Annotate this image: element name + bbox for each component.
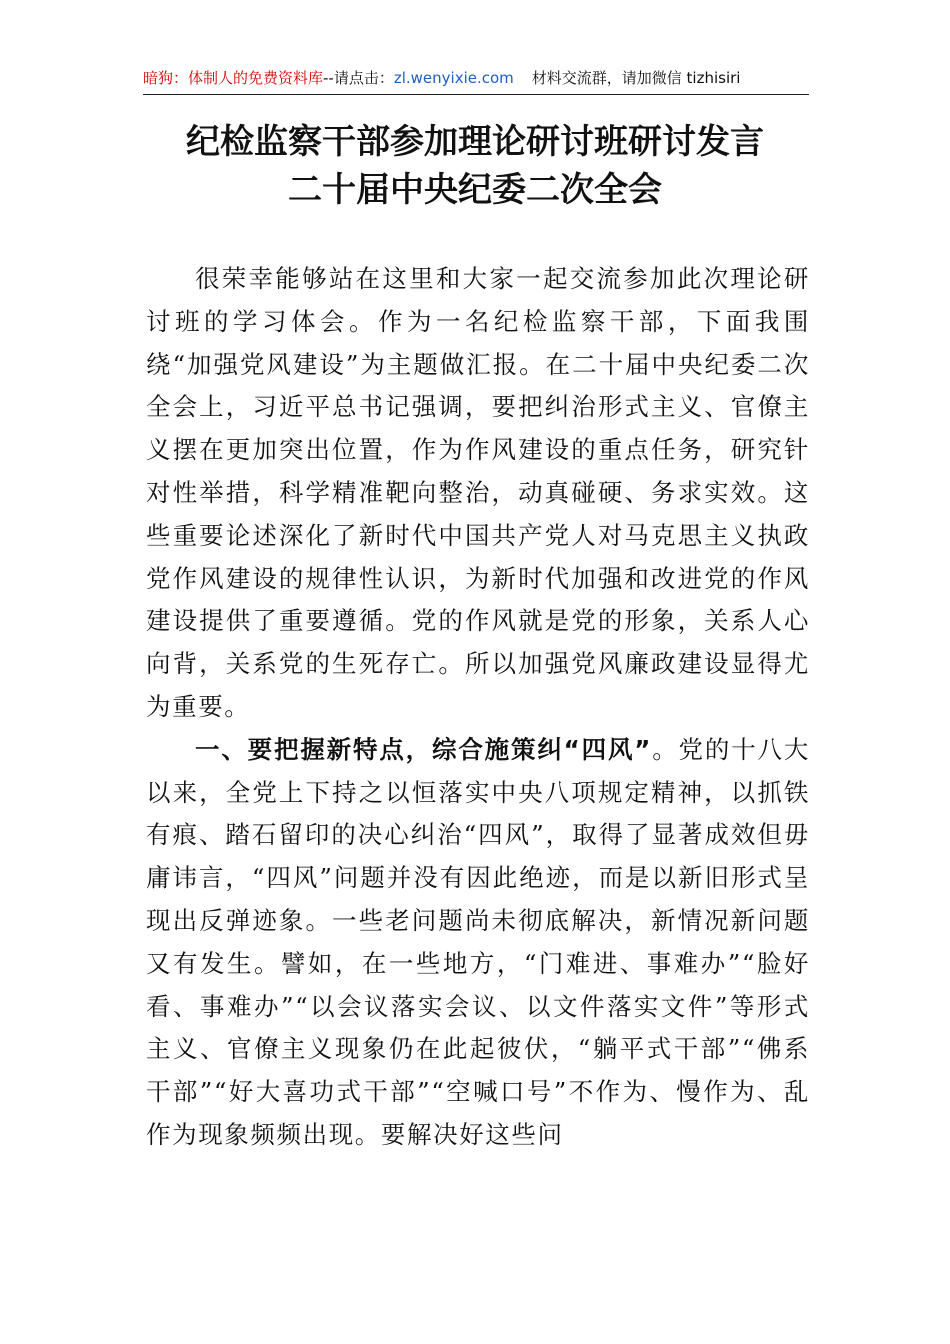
header-link[interactable]: zl.wenyixie.com xyxy=(393,69,514,87)
header-brand: 暗狗：体制人的免费资料库 xyxy=(143,69,324,87)
header-banner xyxy=(143,62,809,95)
paragraph-text: 很荣幸能够站在这里和大家一起交流参加此次理论研讨班的学习体会。作为一名纪检监察干部，下面我围绕“加强党风建设”为主题做汇报。在二十届中央纪委二次全会上，习近平总书记强调，要把纠治形式主义、官僚主义摆在更加突出位置，作为作风建设的重点任务，研究针对性举措，科学精准靶向整治，动真碰硬、务求实效。这些重要论述深化了新时代中国共产党人对马克思主义执政党作风建设的规律性认识，为新时代加强和改进党的作风建设提供了重要遵循。党的作风就是党的形象，关系人心向背，关系党的生死存亡。所以加强党风廉政建设显得尤为重要。 xyxy=(146,264,810,721)
document-title xyxy=(100,118,850,214)
paragraph-text: 。党的十八大以来，全党上下持之以恒落实中央八项规定精神，以抓铁有痕、踏石留印的决心纠治“四风”，取得了显著成效但毋庸讳言，“四风”问题并没有因此绝迹，而是以新旧形式呈现出反弹迹象。一些老问题尚未彻底解决，新情况新问题又有发生。譬如，在一些地方，“门难进、事难办”“脸好看、事难办”“以会议落实会议、以文件落实文件”等形式主义、官僚主义现象仍在此起彼伏，“躺平式干部”“佛系干部”“好大喜功式干部”“空喊口号”不作为、慢作为、乱作为现象频频出现。要解决好这些问 xyxy=(146,734,810,1149)
paragraph-section-1 xyxy=(146,729,810,1157)
title-line-1: 纪检监察干部参加理论研讨班研讨发言 xyxy=(186,122,764,162)
header-wechat-note: 材料交流群，请加微信 tizhisiri xyxy=(531,69,741,87)
header-separator: --请点击： xyxy=(323,69,394,87)
paragraph-intro xyxy=(146,258,810,729)
title-line-2: 二十届中央纪委二次全会 xyxy=(288,170,662,210)
section-1-heading: 一、要把握新特点，综合施策纠“四风” xyxy=(195,734,652,764)
document-body xyxy=(146,258,810,1157)
